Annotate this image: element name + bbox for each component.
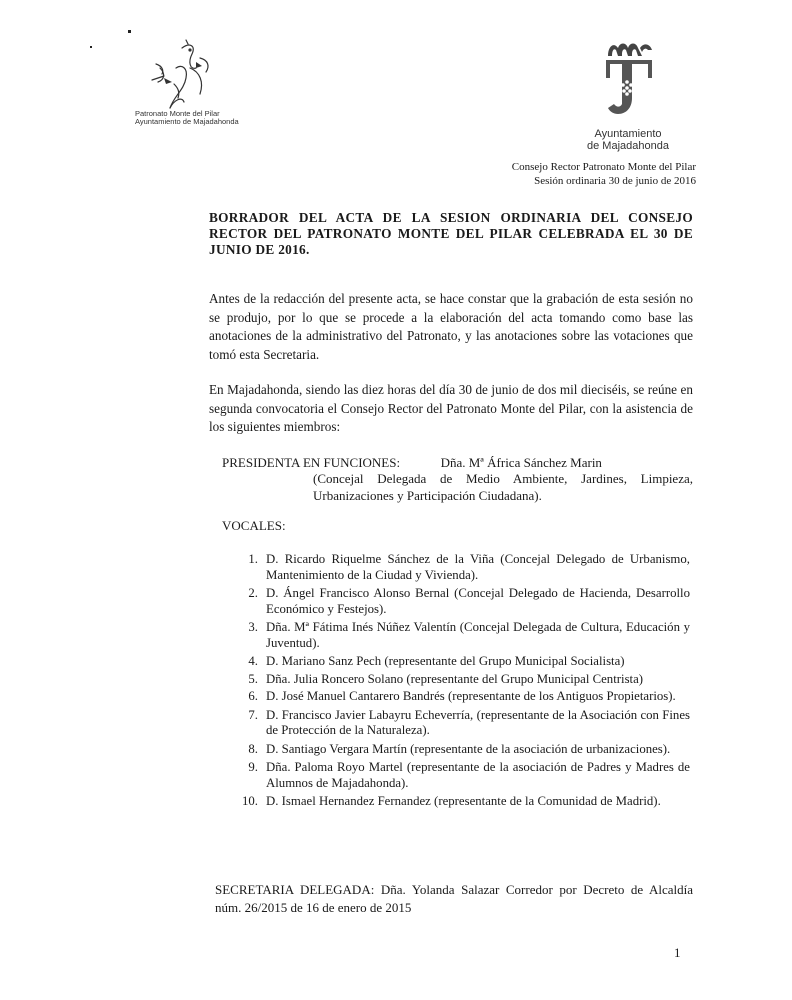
list-item-number: 6. bbox=[248, 689, 258, 703]
list-item bbox=[238, 586, 690, 617]
list-item-number: 9. bbox=[248, 760, 258, 774]
vocales-heading: VOCALES: bbox=[222, 518, 286, 533]
majadahonda-logo bbox=[602, 38, 656, 118]
president-label: PRESIDENTA EN FUNCIONES: bbox=[222, 455, 401, 470]
left-logo-caption-line: Patronato Monte del Pilar bbox=[135, 109, 220, 118]
list-item-number: 5. bbox=[248, 671, 258, 686]
intro-paragraph: Antes de la redacción del presente acta, se hace constar que la grabación de esta sesión no se produjo, por lo que se procede a la elaboración del acta tomando como base las anotaciones de la administrativo del Patronato, y las anotaciones sobre las votaciones que tomó esta Secretaria. bbox=[209, 291, 693, 362]
list-item-text: D. Ricardo Riquelme Sánchez de la Viña (Concejal Delegado de Urbanismo, Mantenimiento de la Ciudad y Vivienda). bbox=[266, 552, 690, 582]
session-reference-date: Sesión ordinaria 30 de junio de 2016 bbox=[534, 175, 696, 187]
right-logo-caption-line: Ayuntamiento bbox=[594, 128, 662, 140]
right-logo-caption-line: de Majadahonda bbox=[587, 140, 669, 152]
list-item-text: Dña. Mª Fátima Inés Núñez Valentín (Concejal Delegada de Cultura, Educación y Juventud). bbox=[266, 620, 690, 650]
scan-speck bbox=[90, 46, 92, 48]
list-item-number: 10. bbox=[242, 794, 258, 808]
list-item bbox=[238, 794, 690, 810]
list-item-text: Dña. Julia Roncero Solano (representante del Grupo Municipal Centrista) bbox=[266, 671, 644, 686]
list-item bbox=[238, 654, 690, 670]
list-item-number: 2. bbox=[248, 586, 258, 600]
list-item-text: D. José Manuel Cantarero Bandrés (representante de los Antiguos Propietarios). bbox=[266, 689, 676, 703]
list-item bbox=[238, 760, 690, 791]
meeting-paragraph: En Majadahonda, siendo las diez horas del día 30 de junio de dos mil dieciséis, se reúne en segunda convocatoria el Consejo Rector del Patronato Monte del Pilar, con la asistencia de los siguientes miembros: bbox=[209, 382, 693, 434]
list-item bbox=[238, 672, 690, 688]
document-title: BORRADOR DEL ACTA DE LA SESION ORDINARIA DEL CONSEJO RECTOR DEL PATRONATO MONTE DEL PILAR CELEBRADA EL 30 DE JUNIO DE 2016. bbox=[209, 210, 693, 257]
list-item bbox=[238, 742, 690, 758]
list-item-text: Dña. Paloma Royo Martel (representante de la asociación de Padres y Madres de Alumnos de Majadahonda). bbox=[266, 760, 690, 790]
list-item-text: D. Ángel Francisco Alonso Bernal (Concejal Delegado de Hacienda, Desarrollo Económico y Festejos). bbox=[266, 586, 690, 616]
list-item-text: D. Francisco Javier Labayru Echeverría, (representante de la Asociación con Fines de Protección de la Naturaleza). bbox=[266, 707, 690, 737]
page-number: 1 bbox=[674, 945, 681, 960]
session-reference bbox=[396, 160, 696, 188]
right-logo-caption bbox=[578, 128, 678, 152]
list-item-number: 7. bbox=[248, 707, 258, 722]
left-logo-caption bbox=[135, 110, 245, 126]
session-reference-council: Consejo Rector Patronato Monte del Pilar bbox=[511, 161, 696, 173]
list-item-text: D. Ismael Hernandez Fernandez (representante de la Comunidad de Madrid). bbox=[266, 794, 661, 808]
secretary-paragraph: SECRETARIA DELEGADA: Dña. Yolanda Salazar Corredor por Decreto de Alcaldía núm. 26/2015 de 16 de enero de 2015 bbox=[215, 882, 693, 915]
members-list bbox=[238, 552, 690, 810]
list-item-text: D. Santiago Vergara Martín (representante de la asociación de urbanizaciones). bbox=[266, 741, 671, 756]
scan-speck bbox=[128, 30, 131, 33]
president-name: Dña. Mª África Sánchez Marin bbox=[440, 455, 602, 470]
majadahonda-coat-of-arms-icon bbox=[602, 38, 656, 118]
list-item-text: D. Mariano Sanz Pech (representante del Grupo Municipal Socialista) bbox=[266, 654, 625, 668]
list-item-number: 1. bbox=[248, 552, 258, 566]
president-line bbox=[222, 454, 692, 471]
list-item bbox=[238, 620, 690, 651]
list-item bbox=[238, 689, 690, 705]
list-item bbox=[238, 708, 690, 739]
list-item bbox=[238, 552, 690, 583]
list-item-number: 8. bbox=[248, 741, 258, 756]
list-item-number: 4. bbox=[248, 654, 258, 668]
left-logo-caption-line: Ayuntamiento de Majadahonda bbox=[135, 117, 239, 126]
list-item-number: 3. bbox=[248, 620, 258, 634]
president-role: (Concejal Delegada de Medio Ambiente, Jardines, Limpieza, Urbanizaciones y Participación Ciudadana). bbox=[313, 471, 693, 503]
